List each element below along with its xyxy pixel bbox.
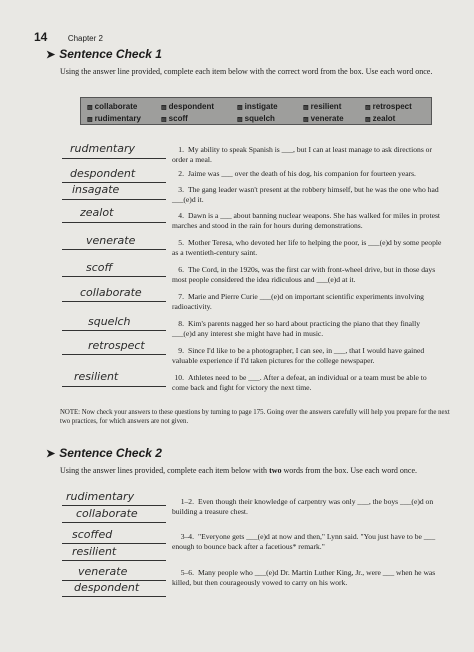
sentence-item: 5–6. Many people who ___(e)d Dr. Martin Luther King, Jr., were ___ when he was killed, but then courageously vowed to carry on his work. <box>172 568 436 587</box>
answer-line[interactable] <box>62 249 166 250</box>
handwritten-answer: scoffed <box>72 528 113 541</box>
sentence-item: 1–2. Even though their knowledge of carpentry was only ___, the boys ___(e)d on building a treasure chest. <box>172 497 434 516</box>
answer-line[interactable] <box>62 522 166 523</box>
answer-line[interactable] <box>62 330 166 331</box>
bullet-icon: ▨ <box>161 117 167 123</box>
section-title-check2 <box>46 446 162 460</box>
sentence-item: 9. Since I'd like to be a photographer, I can see, in ___, that I would have gained valuable experience if I'd taken pictures for the college newspaper. <box>172 346 425 365</box>
box-word: ▨ despondent <box>161 102 215 111</box>
sentence-item: 8. Kim's parents nagged her so hard about practicing the piano that they finally ___(e)d any interest she might have had in music. <box>172 319 421 338</box>
page-number: 14 <box>34 30 48 44</box>
chapter-label: Chapter 2 <box>67 34 103 43</box>
handwritten-answer: zealot <box>80 206 114 219</box>
handwritten-answer: venerate <box>86 234 136 247</box>
bullet-icon: ▨ <box>87 117 93 123</box>
bullet-icon: ▨ <box>237 117 243 123</box>
box-word: ▨ resilient <box>303 102 342 111</box>
box-word: ▨ venerate <box>303 114 344 123</box>
bullet-icon: ▨ <box>303 117 309 123</box>
box-word: ▨ zealot <box>365 114 396 123</box>
section-title-text: Sentence Check 1 <box>59 47 162 61</box>
answer-line[interactable] <box>62 386 166 387</box>
page-header <box>34 28 103 46</box>
box-word: ▨ scoff <box>161 114 188 123</box>
handwritten-answer: resilient <box>72 545 117 558</box>
answer-line[interactable] <box>62 276 166 277</box>
word-box <box>80 97 432 125</box>
box-word: ▨ retrospect <box>365 102 412 111</box>
handwritten-answer: scoff <box>86 261 113 274</box>
sentence-item: 1. My ability to speak Spanish is ___, but I can at least manage to ask directions or order a meal. <box>172 145 433 164</box>
answer-line[interactable] <box>62 543 166 544</box>
box-word: ▨ collaborate <box>87 102 138 111</box>
sentence-item: 4. Dawn is a ___ about banning nuclear weapons. She has walked for miles in protest marches and stood in the rain for hours during demonstrations. <box>172 211 441 230</box>
handwritten-answer: rudimentary <box>66 490 135 503</box>
handwritten-answer: collaborate <box>76 507 138 520</box>
sentence-item: 7. Marie and Pierre Curie ___(e)d on important scientific experiments involving radioactivity. <box>172 292 424 311</box>
instructions-check1: Using the answer line provided, complete each item below with the correct word from the box. Use each word once. <box>60 67 433 76</box>
handwritten-answer: venerate <box>78 565 128 578</box>
instructions-check2: Using the answer lines provided, complete each item below with two words from the box. Use each word once. <box>60 466 418 475</box>
answer-line[interactable] <box>62 596 166 597</box>
sentence-item: 3–4. "Everyone gets ___(e)d at now and then," Lynn said. "You just have to be ___ enough to bounce back after a facetious* remark." <box>172 532 436 551</box>
handwritten-answer: retrospect <box>88 339 145 352</box>
bullet-icon: ▨ <box>365 117 371 123</box>
handwritten-answer: despondent <box>70 167 136 180</box>
handwritten-answer: resilient <box>74 370 119 383</box>
bullet-icon: ▨ <box>161 105 167 111</box>
sentence-item: 2. Jaime was ___ over the death of his dog, his companion for fourteen years. <box>178 169 416 178</box>
answer-line[interactable] <box>62 199 166 200</box>
box-word: ▨ instigate <box>237 102 278 111</box>
note-text: NOTE: Now check your answers to these questions by turning to page 175. Going over the answers carefully will help you prepare for the next two practices, for which answers are not given. <box>60 409 450 425</box>
sentence-item: 5. Mother Teresa, who devoted her life to helping the poor, is ___(e)d by some people as a twentieth-century saint. <box>172 238 442 257</box>
sentence-item: 3. The gang leader wasn't present at the robbery himself, but he was the one who had ___(e)d it. <box>172 185 439 204</box>
answer-line[interactable] <box>62 354 166 355</box>
bullet-icon: ▨ <box>303 105 309 111</box>
bullet-icon: ▨ <box>87 105 93 111</box>
answer-line[interactable] <box>62 301 166 302</box>
arrow-icon: ➤ <box>46 49 56 61</box>
section-title-text: Sentence Check 2 <box>59 446 162 460</box>
handwritten-answer: insagate <box>72 183 120 196</box>
answer-line[interactable] <box>62 560 166 561</box>
handwritten-answer: squelch <box>88 315 131 328</box>
handwritten-answer: collaborate <box>80 286 142 299</box>
box-word: ▨ squelch <box>237 114 275 123</box>
answer-line[interactable] <box>62 158 166 159</box>
answer-line[interactable] <box>62 505 166 506</box>
sentence-item: 6. The Cord, in the 1920s, was the first car with front-wheel drive, but in those days most people considered the idea ridiculous and ___(e)d at it. <box>172 265 436 284</box>
sentence-item: 10. Athletes need to be ___. After a defeat, an individual or a team must be able to come back and fight for victory the next time. <box>172 373 427 392</box>
bullet-icon: ▨ <box>237 105 243 111</box>
handwritten-answer: despondent <box>74 581 140 594</box>
box-word: ▨ rudimentary <box>87 114 141 123</box>
answer-line[interactable] <box>62 222 166 223</box>
section-title-check1 <box>46 47 162 61</box>
arrow-icon: ➤ <box>46 448 56 460</box>
bullet-icon: ▨ <box>365 105 371 111</box>
handwritten-answer: rudmentary <box>70 142 136 155</box>
